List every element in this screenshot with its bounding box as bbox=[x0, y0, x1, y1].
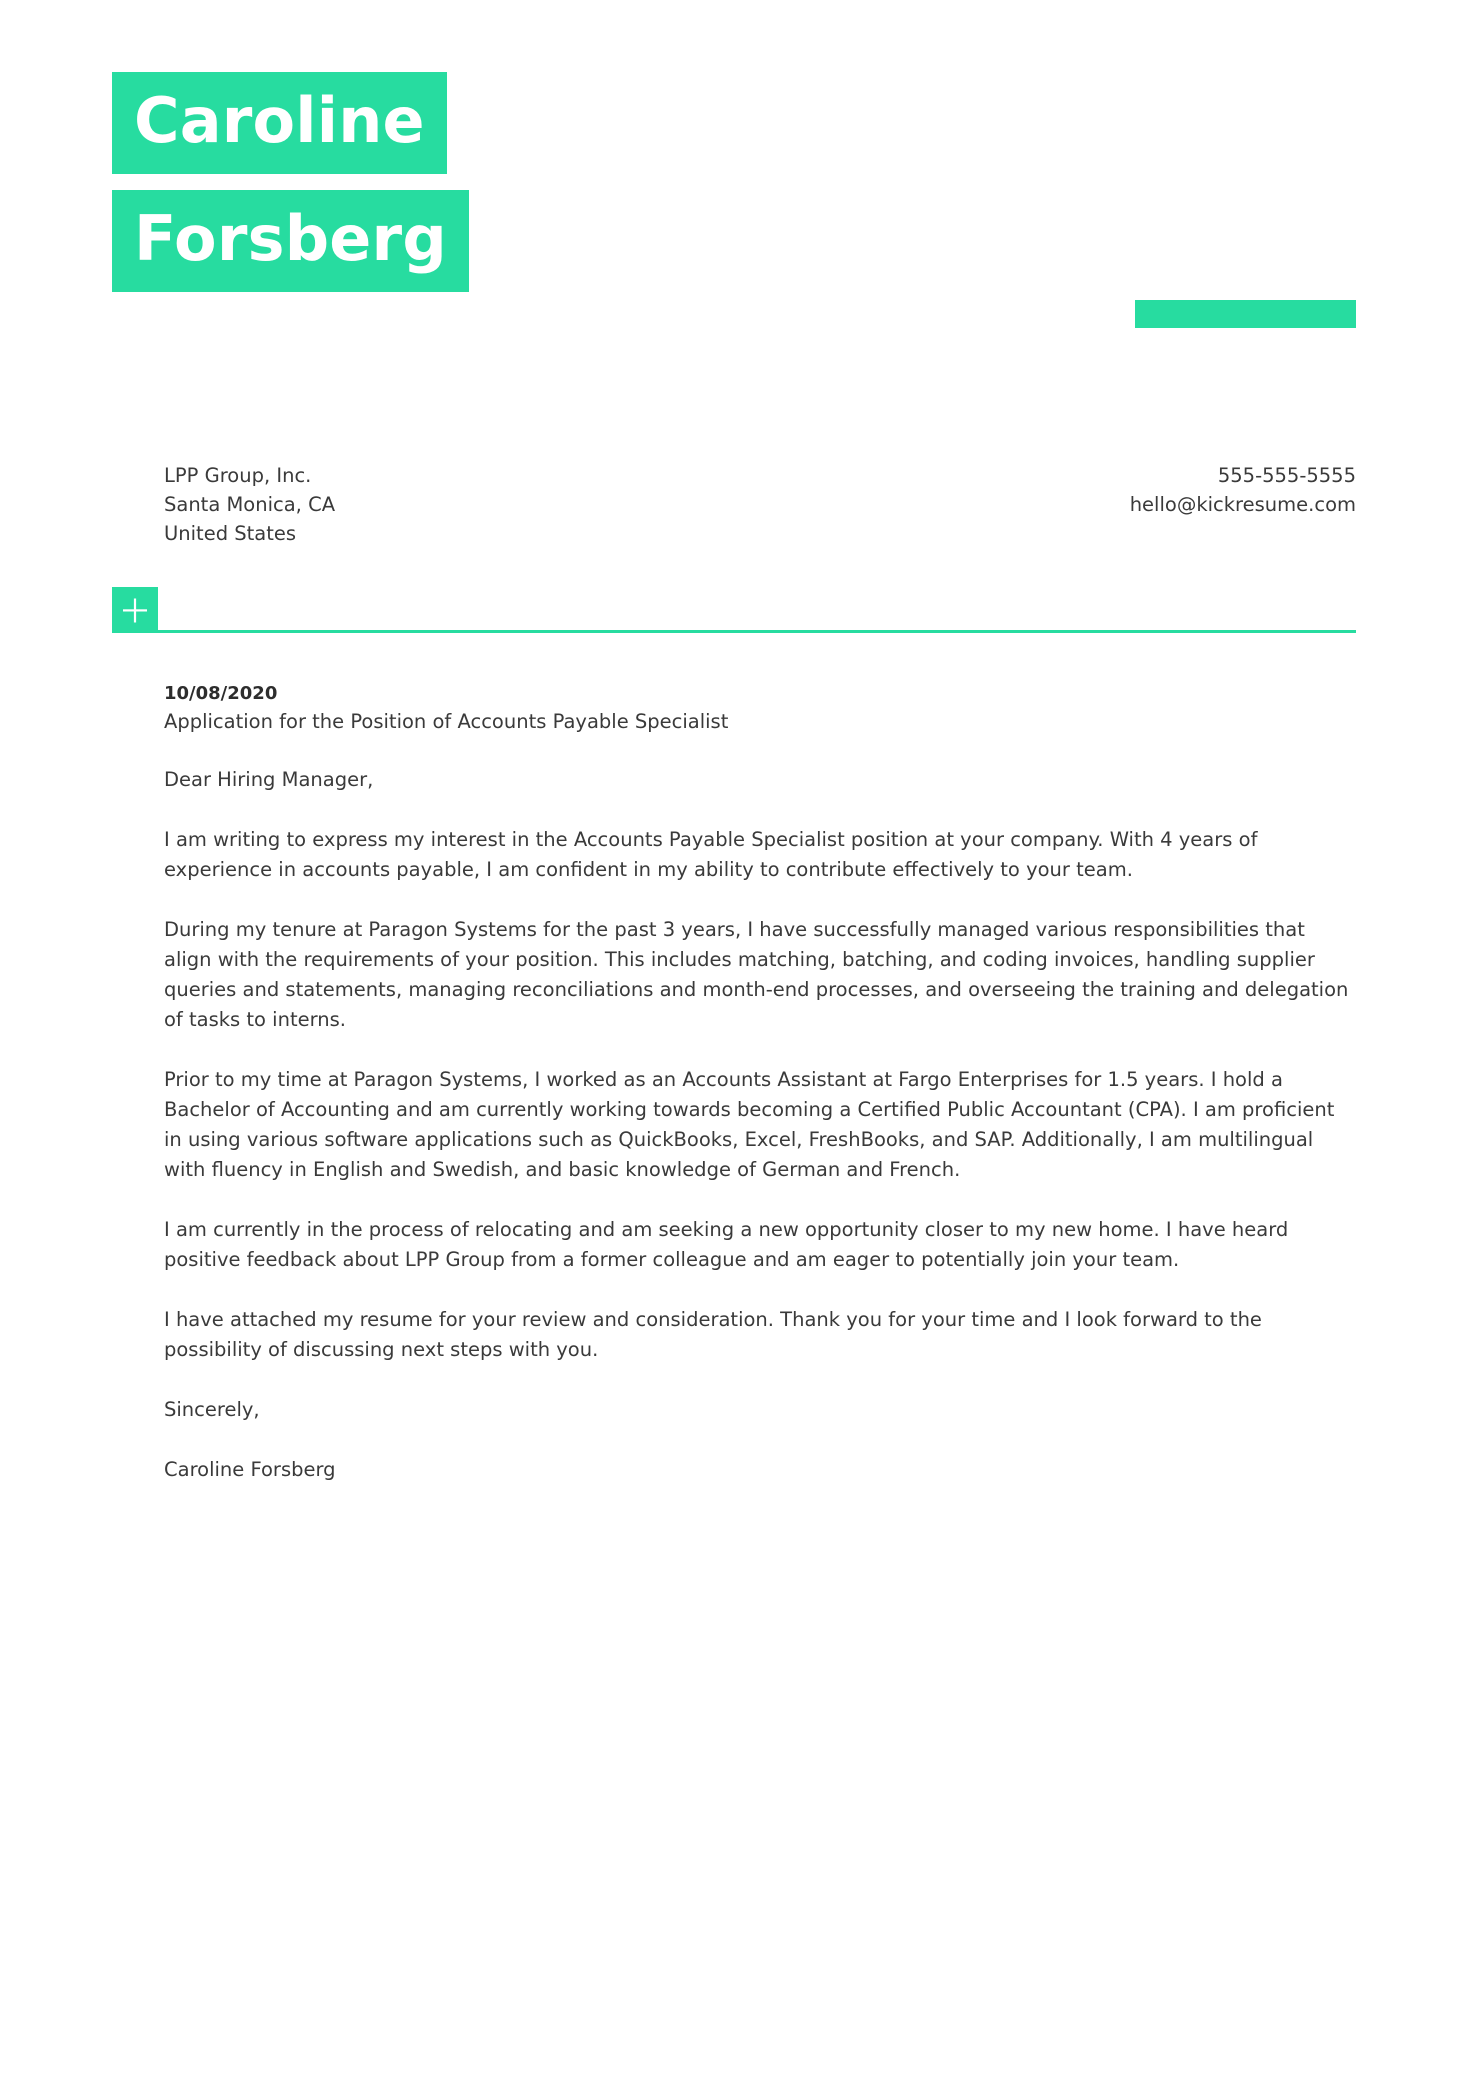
letter-closing: Sincerely, bbox=[164, 1398, 260, 1421]
address-contact-row bbox=[164, 461, 1356, 548]
first-name-block: Caroline bbox=[112, 72, 447, 174]
letter-paragraph: I have attached my resume for your review and consideration. Thank you for your time and I look forward to the possibility of discussing next steps with you. bbox=[164, 1308, 1262, 1361]
recipient-company: LPP Group, Inc. bbox=[164, 464, 312, 487]
letter-date: 10/08/2020 bbox=[164, 683, 278, 704]
plus-icon bbox=[112, 587, 158, 633]
sender-contact bbox=[1130, 461, 1356, 519]
letter-paragraph: Prior to my time at Paragon Systems, I worked as an Accounts Assistant at Fargo Enterprises for 1.5 years. I hold a Bachelor of Accounting and am currently working towards becoming a Certified Public Accountant (CPA). I am proficient in using various software applications such as QuickBooks, Excel, FreshBooks, and SAP. Additionally, I am multilingual with fluency in English and Swedish, and basic knowledge of German and French. bbox=[164, 1068, 1335, 1181]
recipient-city: Santa Monica, CA bbox=[164, 493, 336, 516]
letter-subject: Application for the Position of Accounts Payable Specialist bbox=[164, 710, 729, 733]
name-header bbox=[112, 72, 469, 292]
letter-paragraph: I am writing to express my interest in the Accounts Payable Specialist position at your company. With 4 years of experience in accounts payable, I am confident in my ability to contribute effectively to your team. bbox=[164, 828, 1258, 881]
section-divider bbox=[112, 587, 1356, 633]
recipient-address bbox=[164, 461, 335, 548]
contact-email: hello@kickresume.com bbox=[1129, 493, 1356, 516]
divider-line bbox=[158, 630, 1356, 633]
accent-bar bbox=[1135, 300, 1356, 328]
recipient-country: United States bbox=[164, 522, 297, 545]
letter-salutation: Dear Hiring Manager, bbox=[164, 768, 374, 791]
contact-phone: 555-555-5555 bbox=[1217, 464, 1356, 487]
letter-paragraph: During my tenure at Paragon Systems for the past 3 years, I have successfully managed various responsibilities that align with the requirements of your position. This includes matching, batching, and coding invoices, handling supplier queries and statements, managing reconciliations and month-end processes, and overseeing the training and delegation of tasks to interns. bbox=[164, 918, 1349, 1031]
letter-paragraph: I am currently in the process of relocating and am seeking a new opportunity closer to my new home. I have heard positive feedback about LPP Group from a former colleague and am eager to potentially join your team. bbox=[164, 1218, 1289, 1271]
letter-signature: Caroline Forsberg bbox=[164, 1458, 336, 1481]
last-name-block: Forsberg bbox=[112, 190, 469, 292]
letter-body bbox=[164, 680, 1356, 1485]
